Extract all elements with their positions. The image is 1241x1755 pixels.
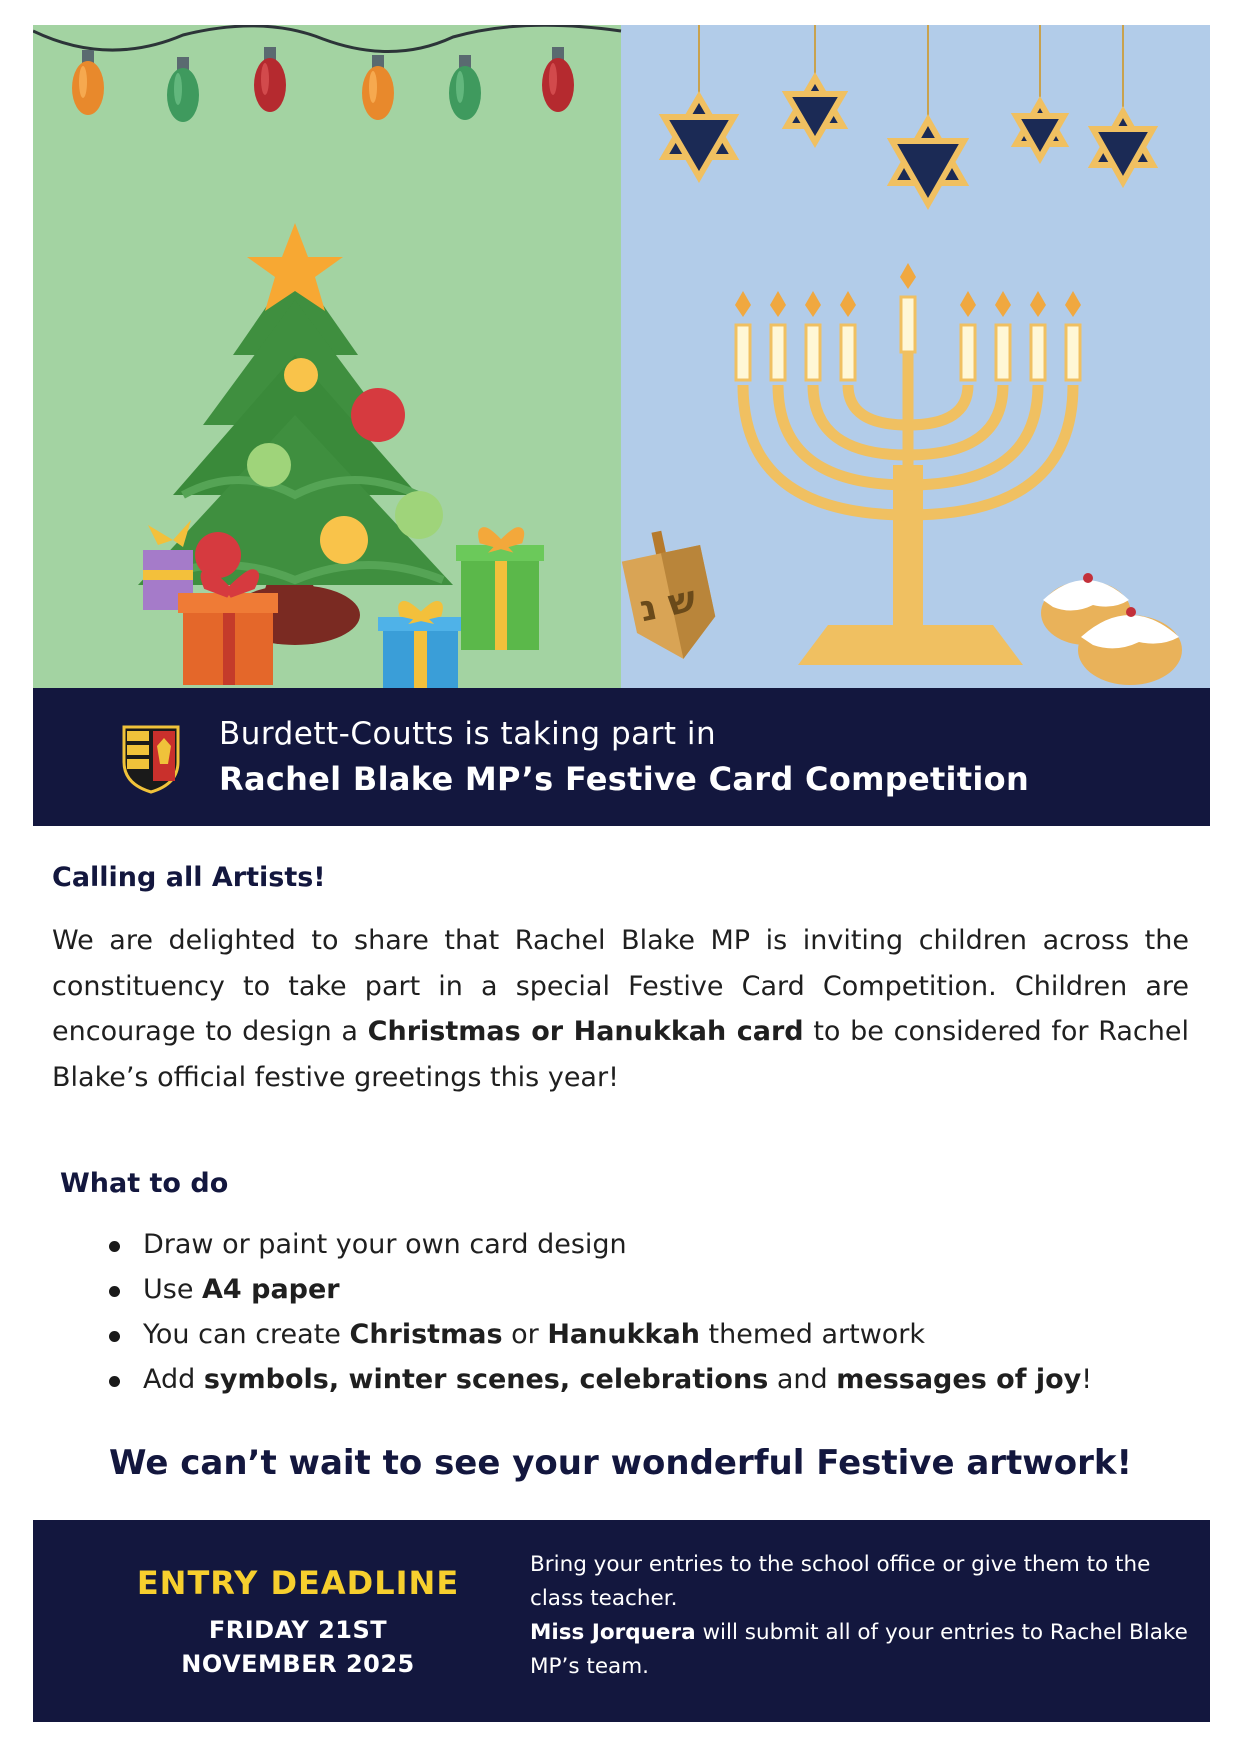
step-text: themed artwork xyxy=(699,1319,926,1350)
hero-illustration xyxy=(33,25,1210,688)
list-item xyxy=(105,1312,1092,1357)
deadline-footer xyxy=(33,1520,1210,1722)
what-to-do-heading: What to do xyxy=(60,1168,229,1199)
deadline-title: ENTRY DEADLINE xyxy=(136,1564,460,1602)
submission-info xyxy=(530,1548,1196,1684)
intro-paragraph xyxy=(52,918,1189,1100)
step-text: Add xyxy=(143,1364,204,1395)
list-item xyxy=(105,1267,1092,1312)
step-bold: Christmas xyxy=(349,1319,503,1350)
deadline-date-line1: FRIDAY 21ST xyxy=(208,1616,388,1644)
step-text: Use xyxy=(143,1274,203,1305)
banner-title: Rachel Blake MP’s Festive Card Competition xyxy=(219,760,1030,798)
list-item xyxy=(105,1222,1092,1267)
teacher-name: Miss Jorquera xyxy=(530,1620,696,1645)
step-bold: Hanukkah xyxy=(547,1319,700,1350)
step-text: You can create xyxy=(143,1319,350,1350)
step-text: and xyxy=(768,1364,837,1395)
step-bold: messages of joy xyxy=(836,1364,1082,1395)
step-text: ! xyxy=(1081,1364,1093,1395)
step-text: or xyxy=(502,1319,548,1350)
step-bold: symbols, winter scenes, celebrations xyxy=(203,1364,769,1395)
intro-text: We are delighted to share that Rachel Blake MP is inviting children across the constituency to take part in a special Festive Card Competition. Children are encourage to design a xyxy=(52,925,1189,1047)
competition-banner xyxy=(33,688,1210,826)
list-item xyxy=(105,1357,1092,1402)
banner-intro-text: Burdett-Coutts is taking part in xyxy=(219,716,717,752)
intro-text-end: to be considered for Rachel Blake’s official festive greetings this year! xyxy=(52,1016,1189,1093)
info-text-end: will submit all of your entries to Rachel Blake MP’s team. xyxy=(530,1620,1188,1679)
intro-bold-text: Christmas or Hanukkah card xyxy=(367,1016,804,1047)
step-bold: A4 paper xyxy=(202,1274,340,1305)
info-text: Bring your entries to the school office or give them to the class teacher. xyxy=(530,1552,1151,1611)
closing-message: We can’t wait to see your wonderful Festive artwork! xyxy=(109,1443,1132,1483)
step-text: Draw or paint your own card design xyxy=(143,1229,627,1260)
deadline-date-line2: NOVEMBER 2025 xyxy=(181,1650,415,1678)
calling-heading: Calling all Artists! xyxy=(52,862,326,893)
dreidel-letters: ש נ xyxy=(636,578,700,631)
school-crest-icon xyxy=(121,724,181,794)
steps-list xyxy=(105,1222,1092,1402)
